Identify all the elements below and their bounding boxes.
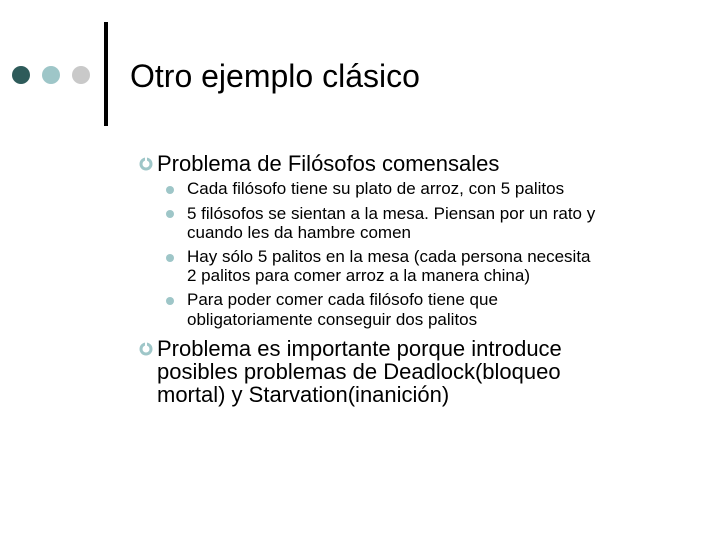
sub-bullet-text: cuando les da hambre comen xyxy=(187,223,411,242)
sub-bullet-icon xyxy=(166,254,174,262)
title-divider xyxy=(104,22,108,126)
sub-bullet-text: 2 palitos para comer arroz a la manera china) xyxy=(187,266,530,285)
sub-bullet-icon xyxy=(166,186,174,194)
sub-bullet-text: Hay sólo 5 palitos en la mesa (cada persona necesita xyxy=(187,247,591,266)
bullet-ring-icon xyxy=(138,341,154,357)
bullet-text-problema: mortal) y Starvation(inanición) xyxy=(157,382,450,407)
sub-bullet-text: obligatoriamente conseguir dos palitos xyxy=(187,310,478,329)
sub-bullet-text: Cada filósofo tiene su plato de arroz, con 5 palitos xyxy=(187,179,565,198)
bullet-text-problema: Problema es importante porque introduce xyxy=(157,336,562,361)
sub-bullet-icon xyxy=(166,297,174,305)
decor-dot-dark xyxy=(12,66,30,84)
sub-bullet-icon xyxy=(166,210,174,218)
sub-bullet-text: 5 filósofos se sientan a la mesa. Piensan por un rato y xyxy=(187,204,596,223)
slide-title: Otro ejemplo clásico xyxy=(130,58,420,94)
bullet-text-problema: posibles problemas de Deadlock(bloqueo xyxy=(157,359,561,384)
bullet-text-filosofos: Problema de Filósofos comensales xyxy=(157,151,500,176)
bullet-ring-icon xyxy=(138,156,154,172)
decor-dot-gray xyxy=(72,66,90,84)
sub-bullet-text: Para poder comer cada filósofo tiene que xyxy=(187,290,498,309)
decor-dot-teal xyxy=(42,66,60,84)
